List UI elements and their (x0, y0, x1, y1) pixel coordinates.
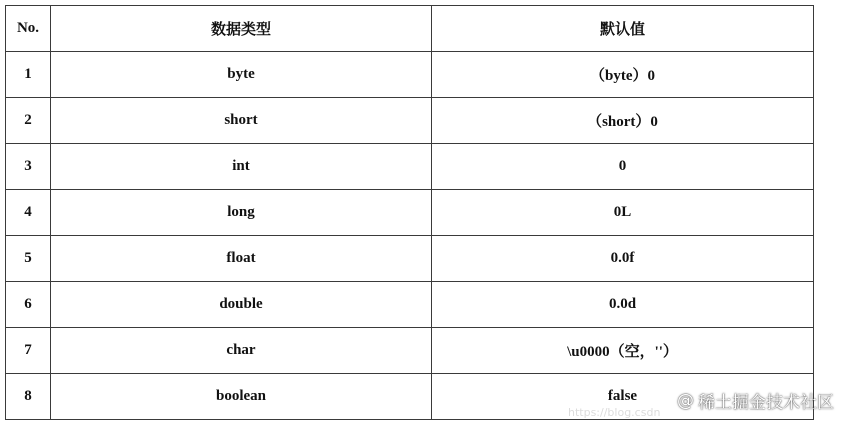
table-row (6, 328, 814, 374)
cell-no: 3 (6, 144, 51, 190)
cell-default-value: 0 (432, 144, 814, 190)
table-row (6, 282, 814, 328)
cell-no: 7 (6, 328, 51, 374)
header-data-type: 数据类型 (51, 6, 432, 52)
cell-no: 1 (6, 52, 51, 98)
cell-default-value: 0.0f (432, 236, 814, 282)
header-no: No. (6, 6, 51, 52)
watermark (677, 388, 834, 413)
watermark-text: 稀土掘金技术社区 (698, 393, 834, 413)
cell-data-type: int (51, 144, 432, 190)
table-row (6, 236, 814, 282)
cell-no: 2 (6, 98, 51, 144)
cell-default-value: （byte）0 (432, 52, 814, 98)
cell-data-type: double (51, 282, 432, 328)
cell-no: 6 (6, 282, 51, 328)
at-icon: @ (677, 390, 694, 411)
header-default-value: 默认值 (432, 6, 814, 52)
cell-default-value: false (432, 374, 814, 420)
cell-default-value: \u0000（空，''） (432, 328, 814, 374)
cell-no: 4 (6, 190, 51, 236)
data-type-table-container (5, 5, 814, 420)
table-row (6, 98, 814, 144)
table-row (6, 190, 814, 236)
cell-no: 5 (6, 236, 51, 282)
table-row (6, 52, 814, 98)
faint-source-url: https://blog.csdn (568, 406, 661, 419)
cell-no: 8 (6, 374, 51, 420)
cell-data-type: boolean (51, 374, 432, 420)
cell-data-type: char (51, 328, 432, 374)
table-row (6, 144, 814, 190)
cell-data-type: float (51, 236, 432, 282)
cell-default-value: 0L (432, 190, 814, 236)
cell-data-type: long (51, 190, 432, 236)
table-header-row (6, 6, 814, 52)
data-type-default-table (5, 5, 814, 420)
cell-data-type: byte (51, 52, 432, 98)
cell-default-value: 0.0d (432, 282, 814, 328)
cell-data-type: short (51, 98, 432, 144)
cell-default-value: （short）0 (432, 98, 814, 144)
